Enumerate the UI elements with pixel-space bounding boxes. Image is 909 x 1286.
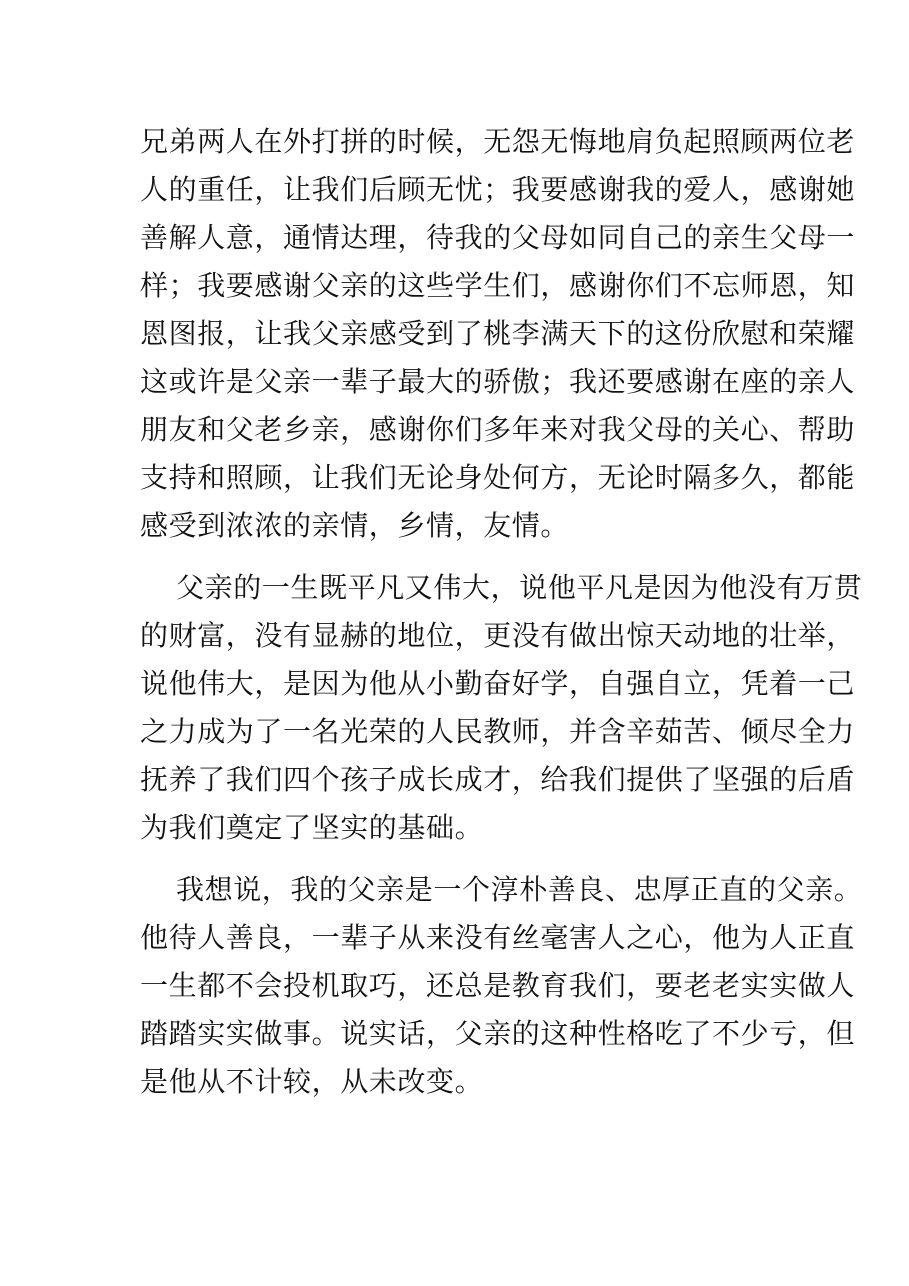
text-line: 人的重任，让我们后顾无忧；我要感谢我的爱人，感谢她 — [140, 173, 856, 206]
text-line: 善解人意，通情达理，待我的父母如同自己的亲生父母一 — [140, 221, 856, 254]
text-line: 他待人善良，一辈子从来没有丝毫害人之心，他为人正直 — [140, 921, 856, 954]
paragraph-spacer — [140, 550, 780, 564]
text-line: 抚养了我们四个孩子成长成才，给我们提供了坚强的后盾 — [140, 763, 856, 796]
text-line: 的财富，没有显赫的地位，更没有做出惊天动地的壮举， — [140, 619, 856, 652]
paragraph-2 — [140, 564, 863, 852]
text-line: 样；我要感谢父亲的这些学生们，感谢你们不忘师恩，知 — [140, 269, 856, 302]
text-line: 这或许是父亲一辈子最大的骄傲；我还要感谢在座的亲人 — [140, 365, 856, 398]
text-line: 感受到浓浓的亲情，乡情，友情。 — [140, 509, 570, 542]
text-line: 兄弟两人在外打拼的时候，无怨无悔地肩负起照顾两位老 — [140, 125, 856, 158]
text-line: 我想说，我的父亲是一个淳朴善良、忠厚正直的父亲。 — [176, 873, 863, 906]
text-line: 是他从不计较，从未改变。 — [140, 1065, 484, 1098]
paragraph-1 — [140, 118, 856, 550]
text-line: 一生都不会投机取巧，还总是教育我们，要老老实实做人 — [140, 969, 856, 1002]
paragraph-3 — [140, 866, 863, 1106]
text-line: 为我们奠定了坚实的基础。 — [140, 811, 484, 844]
text-line: 之力成为了一名光荣的人民教师，并含辛茹苦、倾尽全力 — [140, 715, 856, 748]
text-line: 说他伟大，是因为他从小勤奋好学，自强自立，凭着一己 — [140, 667, 856, 700]
paragraph-spacer — [140, 852, 780, 866]
text-line: 朋友和父老乡亲，感谢你们多年来对我父母的关心、帮助 — [140, 413, 856, 446]
document-body — [140, 118, 863, 1106]
text-line: 支持和照顾，让我们无论身处何方，无论时隔多久，都能 — [140, 461, 856, 494]
text-line: 踏踏实实做事。说实话，父亲的这种性格吃了不少亏，但 — [140, 1017, 856, 1050]
text-line: 父亲的一生既平凡又伟大，说他平凡是因为他没有万贯 — [176, 571, 863, 604]
text-line: 恩图报，让我父亲感受到了桃李满天下的这份欣慰和荣耀 — [140, 317, 856, 350]
